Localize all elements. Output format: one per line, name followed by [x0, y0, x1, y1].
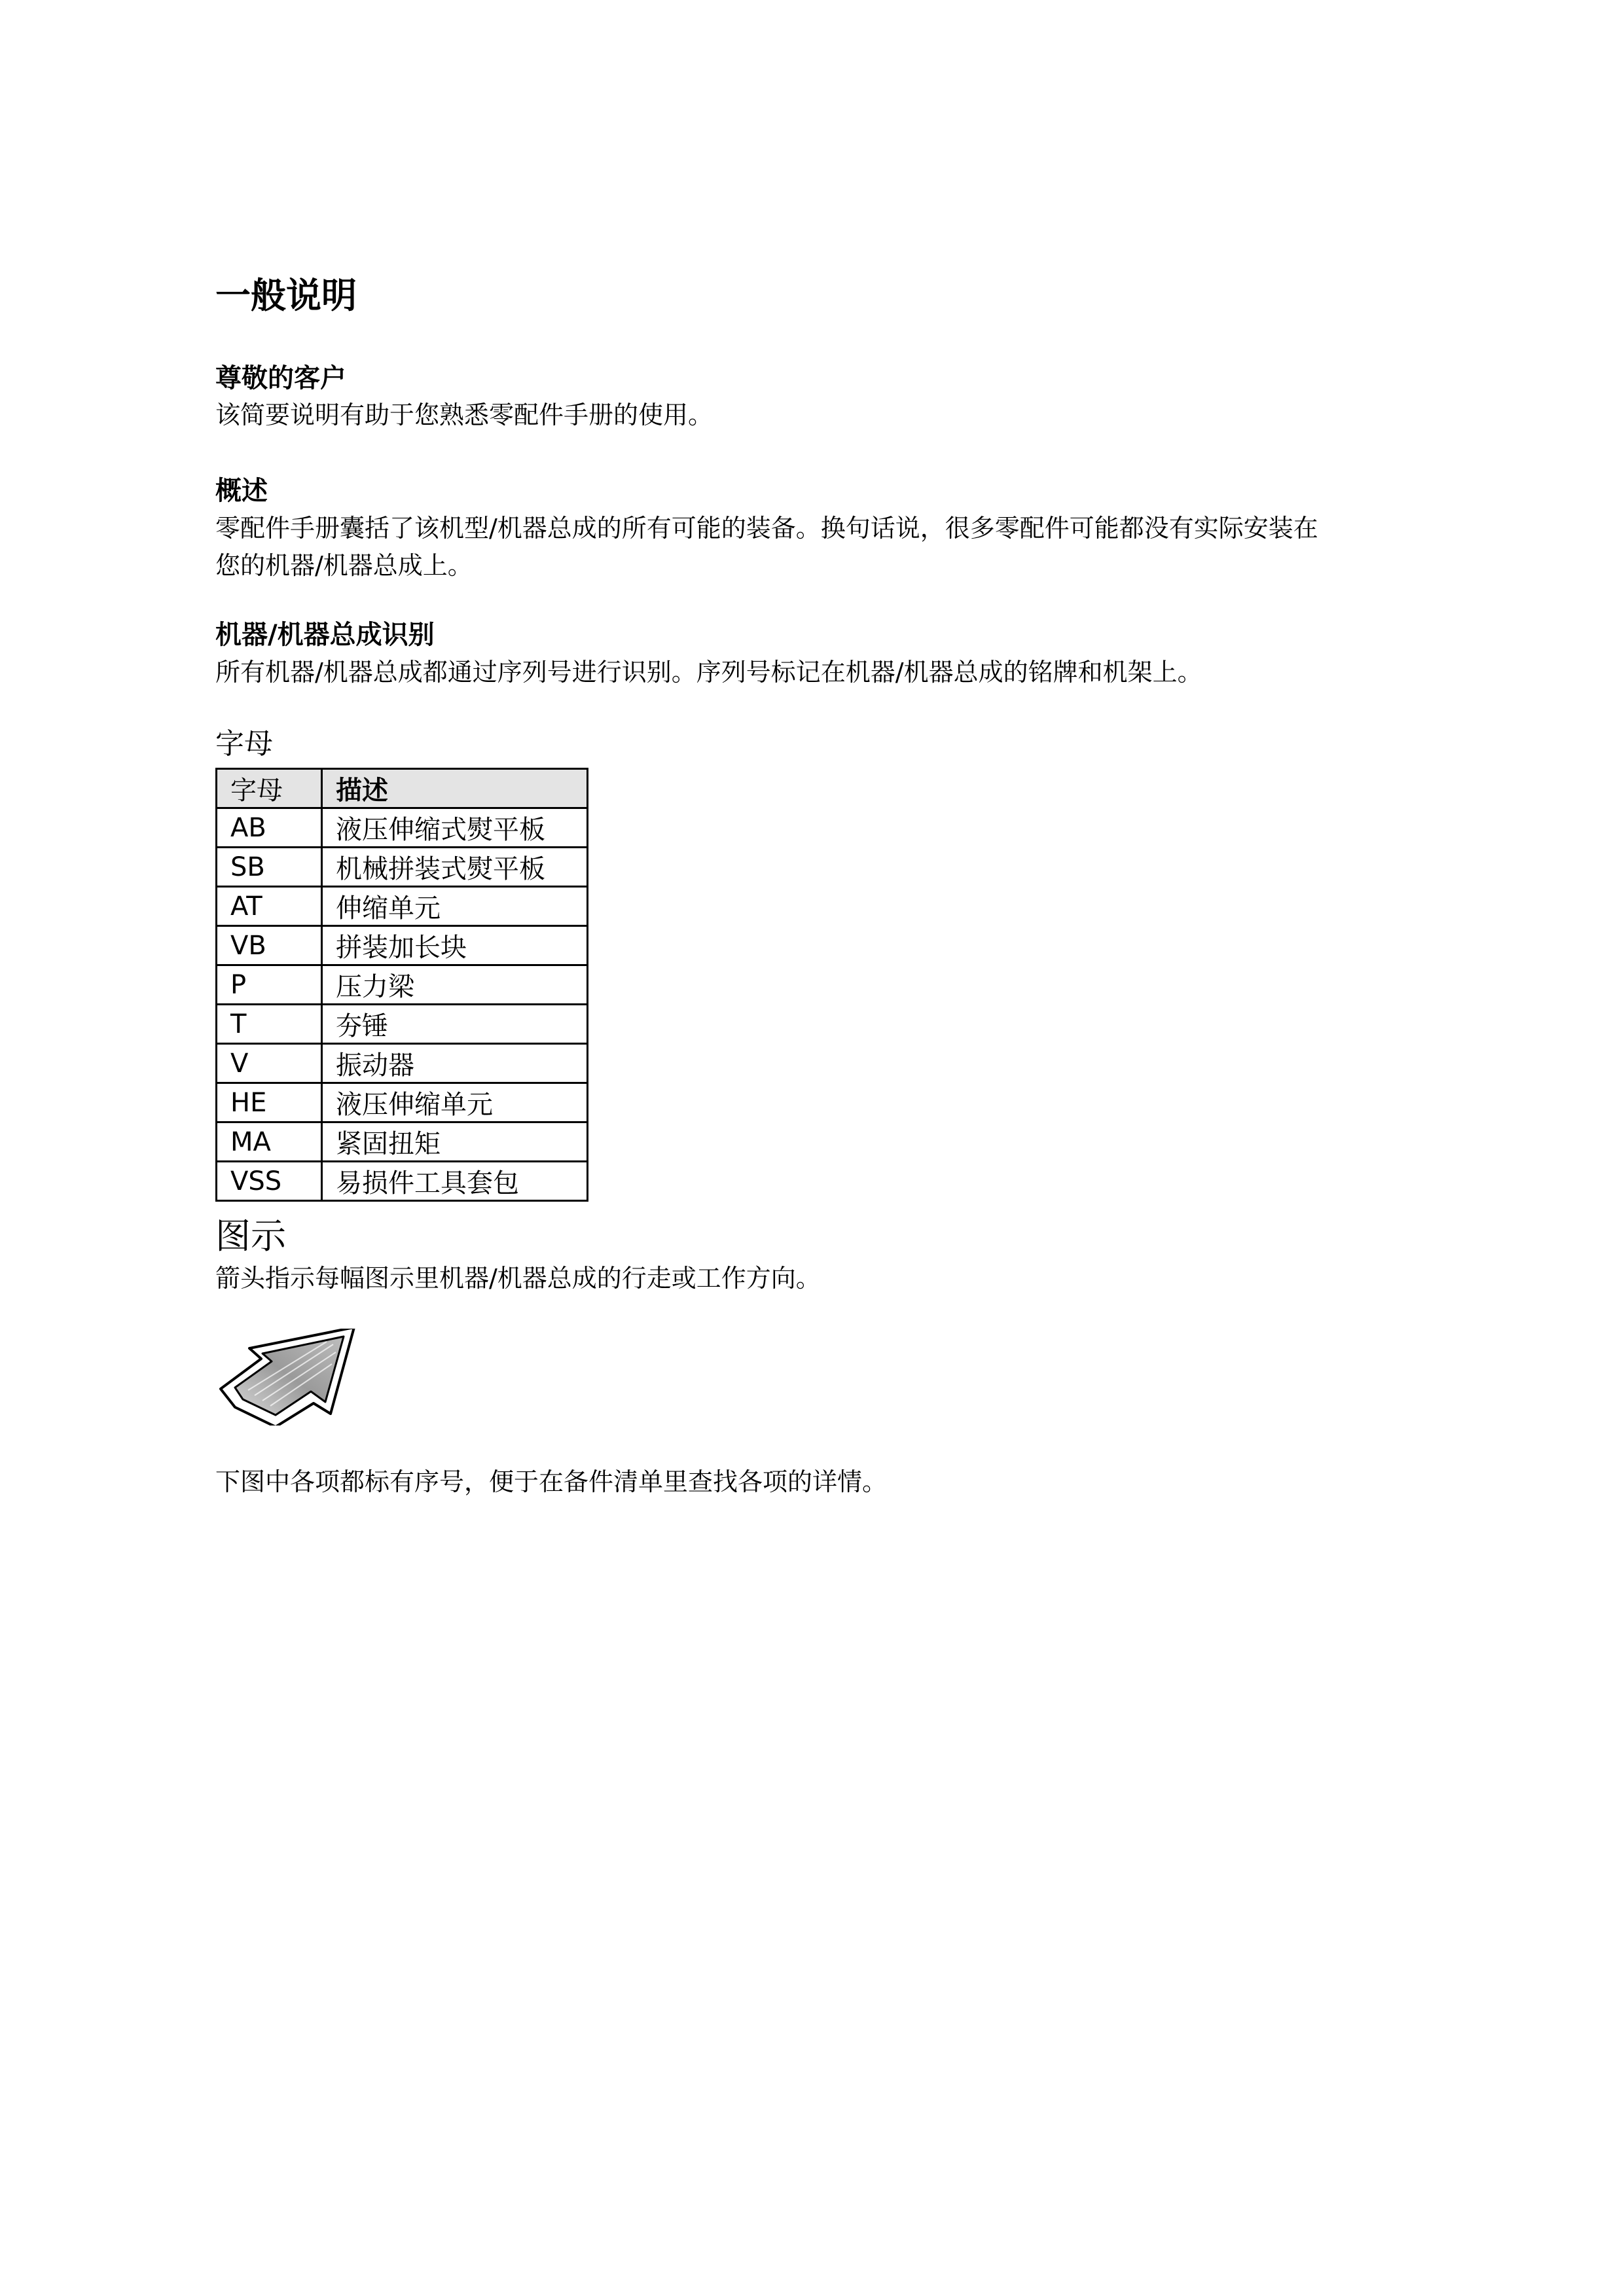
overview-text-line1: 零配件手册囊括了该机型/机器总成的所有可能的装备。换句话说，很多零配件可能都没有实际安装在 — [215, 514, 1318, 543]
legend-code: VSS — [217, 1162, 322, 1201]
legend-desc: 夯锤 — [322, 1005, 588, 1044]
legend-code: AB — [217, 808, 322, 848]
identification-text: 所有机器/机器总成都通过序列号进行识别。序列号标记在机器/机器总成的铭牌和机架上。 — [215, 658, 1202, 687]
page-title: 一般说明 — [215, 275, 357, 316]
figures-heading: 图示 — [215, 1215, 286, 1257]
arrow-explanation-text: 箭头指示每幅图示里机器/机器总成的行走或工作方向。 — [215, 1264, 821, 1293]
table-row — [217, 965, 588, 1005]
legend-header-row — [217, 769, 588, 808]
customer-text: 该简要说明有助于您熟悉零配件手册的使用。 — [215, 401, 713, 429]
legend-code: HE — [217, 1083, 322, 1122]
legend-desc: 压力梁 — [322, 965, 588, 1005]
table-row — [217, 848, 588, 887]
table-row — [217, 1005, 588, 1044]
table-row — [217, 1122, 588, 1162]
legend-desc: 液压伸缩单元 — [322, 1083, 588, 1122]
numbering-explanation-text: 下图中各项都标有序号，便于在备件清单里查找各项的详情。 — [215, 1467, 888, 1496]
table-row — [217, 1044, 588, 1083]
legend-caption: 字母 — [215, 727, 273, 761]
legend-table — [215, 768, 588, 1202]
direction-arrow-icon — [215, 1329, 366, 1426]
overview-heading: 概述 — [215, 476, 268, 506]
table-row — [217, 1083, 588, 1122]
legend-desc: 易损件工具套包 — [322, 1162, 588, 1201]
legend-code: MA — [217, 1122, 322, 1162]
table-row — [217, 1162, 588, 1201]
legend-code: AT — [217, 887, 322, 926]
legend-code: SB — [217, 848, 322, 887]
legend-code: P — [217, 965, 322, 1005]
table-row — [217, 926, 588, 965]
legend-header-code: 字母 — [217, 769, 322, 808]
customer-heading: 尊敬的客户 — [215, 363, 346, 393]
legend-desc: 液压伸缩式熨平板 — [322, 808, 588, 848]
legend-code: V — [217, 1044, 322, 1083]
legend-header-desc: 描述 — [322, 769, 588, 808]
legend-desc: 伸缩单元 — [322, 887, 588, 926]
legend-code: VB — [217, 926, 322, 965]
table-row — [217, 808, 588, 848]
legend-desc: 振动器 — [322, 1044, 588, 1083]
legend-code: T — [217, 1005, 322, 1044]
overview-text-line2: 您的机器/机器总成上。 — [215, 551, 473, 580]
legend-desc: 拼装加长块 — [322, 926, 588, 965]
identification-heading: 机器/机器总成识别 — [215, 620, 435, 650]
table-row — [217, 887, 588, 926]
legend-desc: 紧固扭矩 — [322, 1122, 588, 1162]
legend-desc: 机械拼装式熨平板 — [322, 848, 588, 887]
